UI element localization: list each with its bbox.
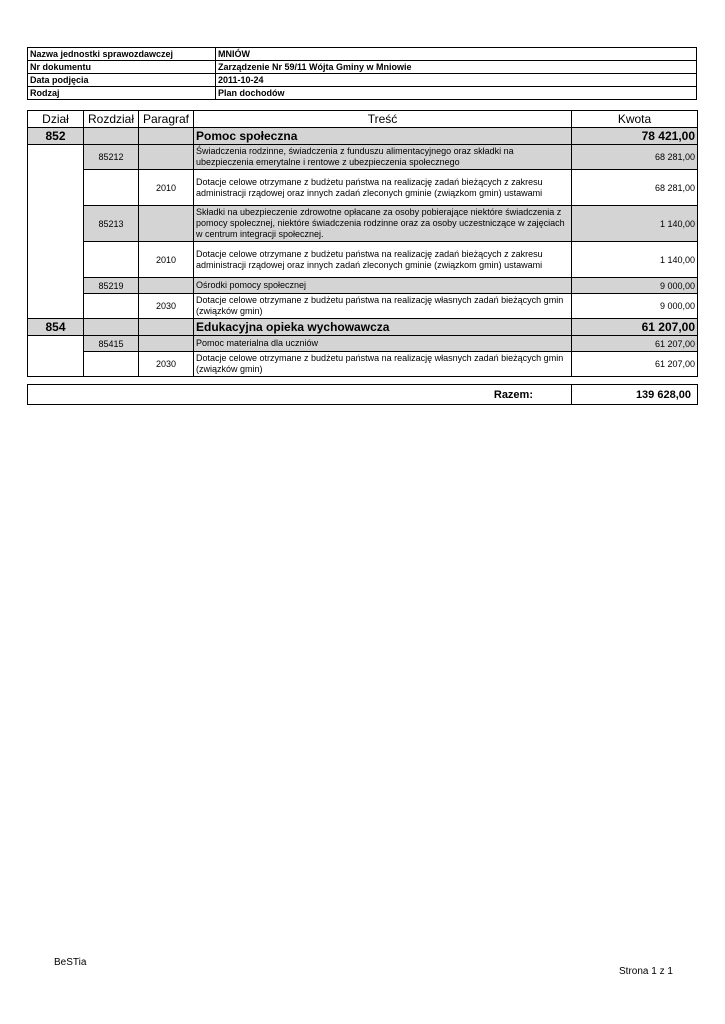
- rozdzial-code: 85415: [84, 336, 139, 352]
- total-table: [27, 384, 698, 405]
- rozdzial-code: 85212: [84, 145, 139, 170]
- total-row: [28, 385, 698, 405]
- column-header-kwota: Kwota: [572, 111, 698, 128]
- metadata-key: Data podjęcia: [28, 74, 216, 87]
- rozdzial-row: [28, 206, 698, 242]
- metadata-key: Nazwa jednostki sprawozdawczej: [28, 48, 216, 61]
- empty-cell: [84, 128, 139, 145]
- dzial-code: 854: [28, 319, 84, 336]
- rozdzial-row: [28, 145, 698, 170]
- metadata-row: [28, 74, 697, 87]
- rozdzial-amount: 61 207,00: [572, 336, 698, 352]
- paragraf-row: [28, 242, 698, 278]
- dzial-code: 852: [28, 128, 84, 145]
- paragraf-code: 2010: [139, 170, 194, 206]
- total-label: Razem:: [28, 385, 572, 405]
- paragraf-row: [28, 294, 698, 319]
- footer-software-name: BeSTia: [54, 957, 87, 968]
- rozdzial-description: Składki na ubezpieczenie zdrowotne opłacane za osoby pobierające niektóre świadczenia z pomocy społecznej, niektóre świadczenia rodzinne oraz za osoby uczestniczące w zajęciach w centrum integracji społecznej.: [194, 206, 572, 242]
- column-header-tresc: Treść: [194, 111, 572, 128]
- metadata-row: [28, 87, 697, 100]
- metadata-value: Zarządzenie Nr 59/11 Wójta Gminy w Mniowie: [216, 61, 697, 74]
- empty-cell: [139, 128, 194, 145]
- empty-cell: [139, 336, 194, 352]
- paragraf-description: Dotacje celowe otrzymane z budżetu państwa na realizację własnych zadań bieżących gmin (związków gmin): [194, 352, 572, 377]
- empty-cell: [28, 145, 84, 319]
- empty-cell: [139, 319, 194, 336]
- document-metadata-table: [27, 47, 697, 100]
- column-header-rozdzial: Rozdział: [84, 111, 139, 128]
- metadata-key: Nr dokumentu: [28, 61, 216, 74]
- rozdzial-row: [28, 336, 698, 352]
- rozdzial-description: Ośrodki pomocy społecznej: [194, 278, 572, 294]
- rozdzial-description: Pomoc materialna dla uczniów: [194, 336, 572, 352]
- empty-cell: [139, 206, 194, 242]
- table-header-row: [28, 111, 698, 128]
- metadata-key: Rodzaj: [28, 87, 216, 100]
- dzial-row: [28, 128, 698, 145]
- empty-cell: [28, 336, 84, 377]
- dzial-description: Pomoc społeczna: [194, 128, 572, 145]
- empty-cell: [84, 352, 139, 377]
- paragraf-amount: 61 207,00: [572, 352, 698, 377]
- paragraf-description: Dotacje celowe otrzymane z budżetu państwa na realizację zadań bieżących z zakresu administracji rządowej oraz innych zadań zleconych gminie (związkom gmin) ustawami: [194, 170, 572, 206]
- empty-cell: [84, 242, 139, 278]
- paragraf-code: 2010: [139, 242, 194, 278]
- metadata-value: MNIÓW: [216, 48, 697, 61]
- rozdzial-amount: 1 140,00: [572, 206, 698, 242]
- paragraf-row: [28, 170, 698, 206]
- rozdzial-description: Świadczenia rodzinne, świadczenia z funduszu alimentacyjnego oraz składki na ubezpieczenia emerytalne i rentowe z ubezpieczenia społecznego: [194, 145, 572, 170]
- dzial-description: Edukacyjna opieka wychowawcza: [194, 319, 572, 336]
- paragraf-code: 2030: [139, 294, 194, 319]
- empty-cell: [139, 145, 194, 170]
- budget-table: [27, 110, 698, 377]
- empty-cell: [84, 294, 139, 319]
- rozdzial-code: 85213: [84, 206, 139, 242]
- metadata-value: 2011-10-24: [216, 74, 697, 87]
- dzial-amount: 61 207,00: [572, 319, 698, 336]
- paragraf-amount: 1 140,00: [572, 242, 698, 278]
- total-amount: 139 628,00: [572, 385, 698, 405]
- paragraf-code: 2030: [139, 352, 194, 377]
- paragraf-row: [28, 352, 698, 377]
- metadata-row: [28, 48, 697, 61]
- dzial-amount: 78 421,00: [572, 128, 698, 145]
- metadata-value: Plan dochodów: [216, 87, 697, 100]
- column-header-paragraf: Paragraf: [139, 111, 194, 128]
- paragraf-description: Dotacje celowe otrzymane z budżetu państwa na realizację własnych zadań bieżących gmin (związków gmin): [194, 294, 572, 319]
- metadata-row: [28, 61, 697, 74]
- paragraf-amount: 68 281,00: [572, 170, 698, 206]
- rozdzial-amount: 68 281,00: [572, 145, 698, 170]
- rozdzial-amount: 9 000,00: [572, 278, 698, 294]
- empty-cell: [84, 170, 139, 206]
- empty-cell: [84, 319, 139, 336]
- paragraf-description: Dotacje celowe otrzymane z budżetu państwa na realizację zadań bieżących z zakresu administracji rządowej oraz innych zadań zleconych gminie (związkom gmin) ustawami: [194, 242, 572, 278]
- dzial-row: [28, 319, 698, 336]
- paragraf-amount: 9 000,00: [572, 294, 698, 319]
- column-header-dzial: Dział: [28, 111, 84, 128]
- rozdzial-row: [28, 278, 698, 294]
- footer-page-number: Strona 1 z 1: [619, 966, 673, 977]
- rozdzial-code: 85219: [84, 278, 139, 294]
- empty-cell: [139, 278, 194, 294]
